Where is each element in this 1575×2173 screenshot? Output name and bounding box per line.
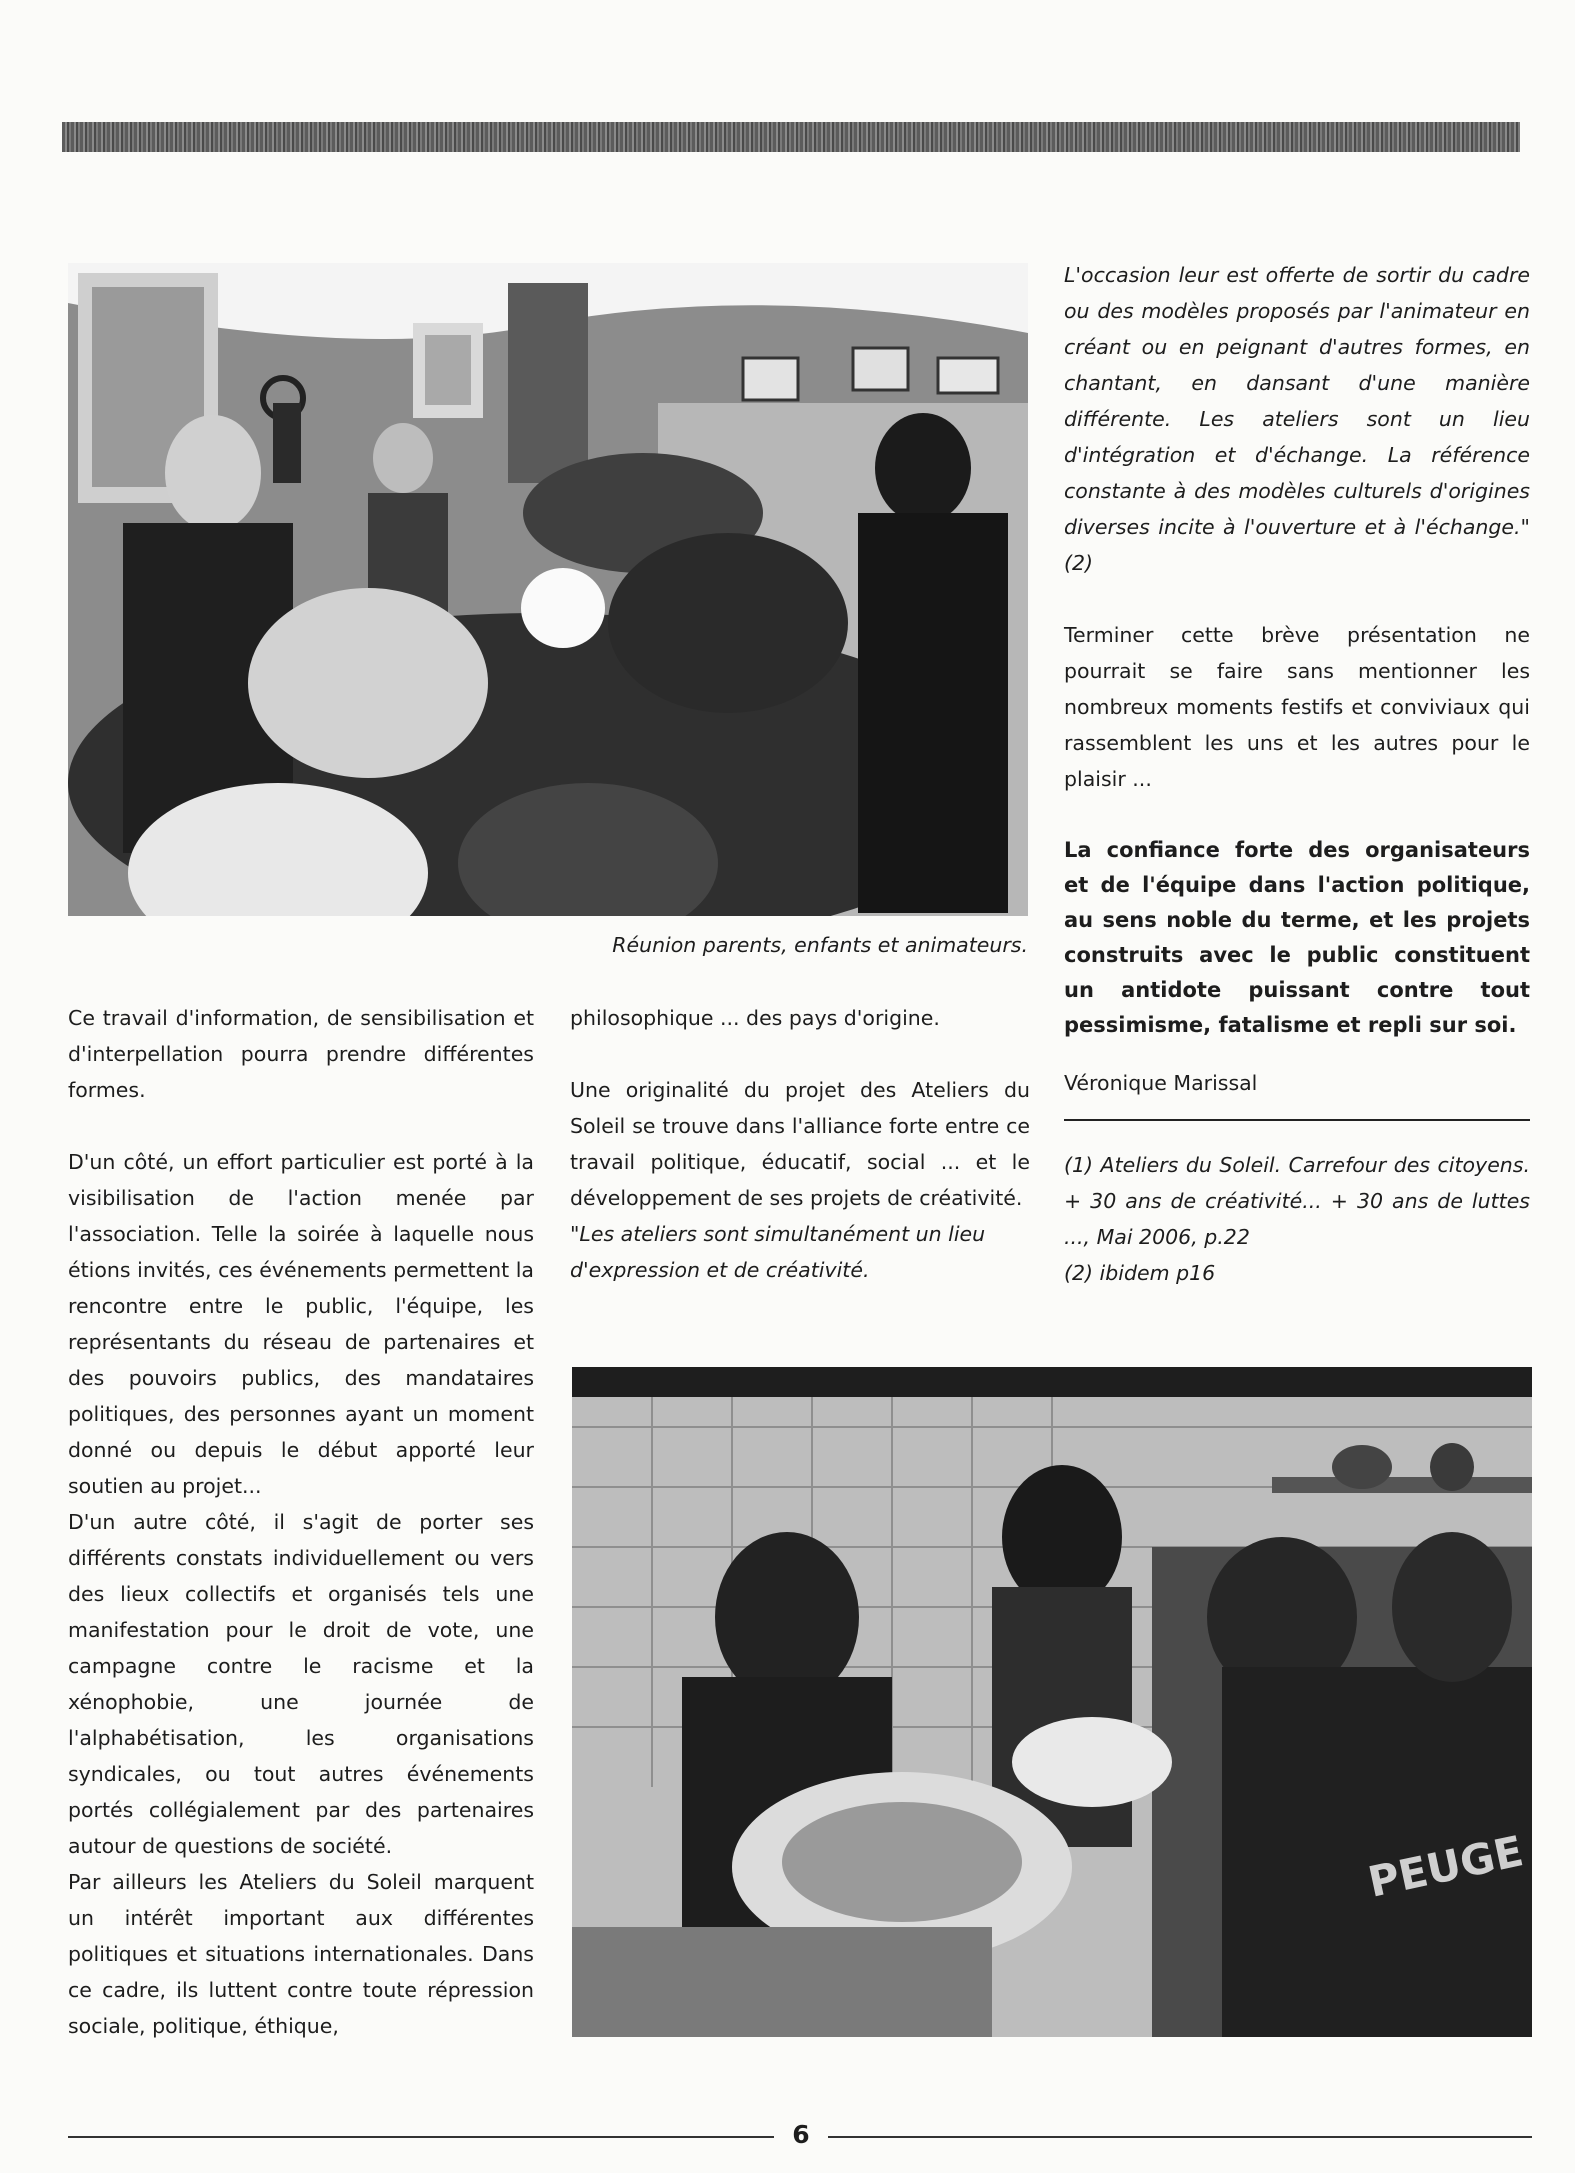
left-column xyxy=(68,1000,534,2044)
author-name: Véronique Marissal xyxy=(1064,1071,1258,1095)
middle-paragraph-1: philosophique ... des pays d'origine. xyxy=(570,1006,940,1030)
middle-column xyxy=(570,1000,1030,1288)
meeting-photo-image xyxy=(68,263,1028,916)
meeting-photo xyxy=(68,263,1028,916)
footer-rule-right xyxy=(828,2136,1532,2138)
left-paragraph-3: D'un autre côté, il s'agit de porter ses différents constats individuellement ou vers des lieux collectifs et organisés tels une manifestation pour le droit de vote, une campagne contre le racisme et la xénophobie, une journée de l'alphabétisation, les organisations syndicales, ou tout autres événements portés collégialement par des partenaires autour de questions de société. xyxy=(68,1510,534,1858)
footer-rule-left xyxy=(68,2136,774,2138)
meeting-photo-caption: Réunion parents, enfants et animateurs. xyxy=(612,933,1028,957)
right-column xyxy=(1064,257,1530,1291)
right-paragraph-2: Terminer cette brève présentation ne pourrait se faire sans mentionner les nombreux moments festifs et conviviaux qui rassemblent les uns et les autres pour le plaisir ... xyxy=(1064,623,1530,791)
middle-paragraph-3: "Les ateliers sont simultanément un lieu d'expression et de créativité. xyxy=(570,1222,986,1282)
right-paragraph-1: L'occasion leur est offerte de sortir du cadre ou des modèles proposés par l'animateur en créant ou en peignant d'autres formes, en chantant, en dansant d'une manière différente. Les ateliers sont un lieu d'intégration et d'échange. La référence constante à des modèles culturels d'origines diverses incite à l'ouverture et à l'échange." (2) xyxy=(1064,263,1530,575)
highlight-quote: La confiance forte des organisateurs et de l'équipe dans l'action politique, au sens noble du terme, et les projets construits avec le public constituent un antidote puissant contre tout pessimisme, fatalisme et repli sur soi. xyxy=(1064,838,1530,1037)
page-number: 6 xyxy=(792,2120,810,2149)
footnote-2: (2) ibidem p16 xyxy=(1064,1261,1216,1285)
left-paragraph-2: D'un côté, un effort particulier est porté à la visibilisation de l'action menée par l'association. Telle la soirée à laquelle nous étions invités, ces événements permettent la rencontre entre le public, l'équipe, les représentants du réseau de partenaires et des pouvoirs publics, des mandataires politiques, des personnes ayant un moment donné ou depuis le début apporté leur soutien au projet... xyxy=(68,1150,534,1498)
page-footer xyxy=(68,2122,1532,2152)
workshop-photo xyxy=(572,1367,1532,2037)
left-paragraph-1: Ce travail d'information, de sensibilisation et d'interpellation pourra prendre différentes formes. xyxy=(68,1006,534,1102)
svg-text:PEUGE: PEUGE xyxy=(1363,1826,1528,1907)
header-band xyxy=(62,122,1520,152)
left-paragraph-4: Par ailleurs les Ateliers du Soleil marquent un intérêt important aux différentes politiques et situations internationales. Dans ce cadre, ils luttent contre toute répression sociale, politique, éthique, xyxy=(68,1870,534,2038)
footnote-divider xyxy=(1064,1119,1530,1121)
middle-paragraph-2: Une originalité du projet des Ateliers du Soleil se trouve dans l'alliance forte entre ce travail politique, éducatif, social ... et le développement de ses projets de créativité. xyxy=(570,1078,1030,1210)
footnote-1: (1) Ateliers du Soleil. Carrefour des citoyens. + 30 ans de créativité... + 30 ans de luttes ..., Mai 2006, p.22 xyxy=(1064,1153,1530,1249)
workshop-photo-image xyxy=(572,1367,1532,2037)
